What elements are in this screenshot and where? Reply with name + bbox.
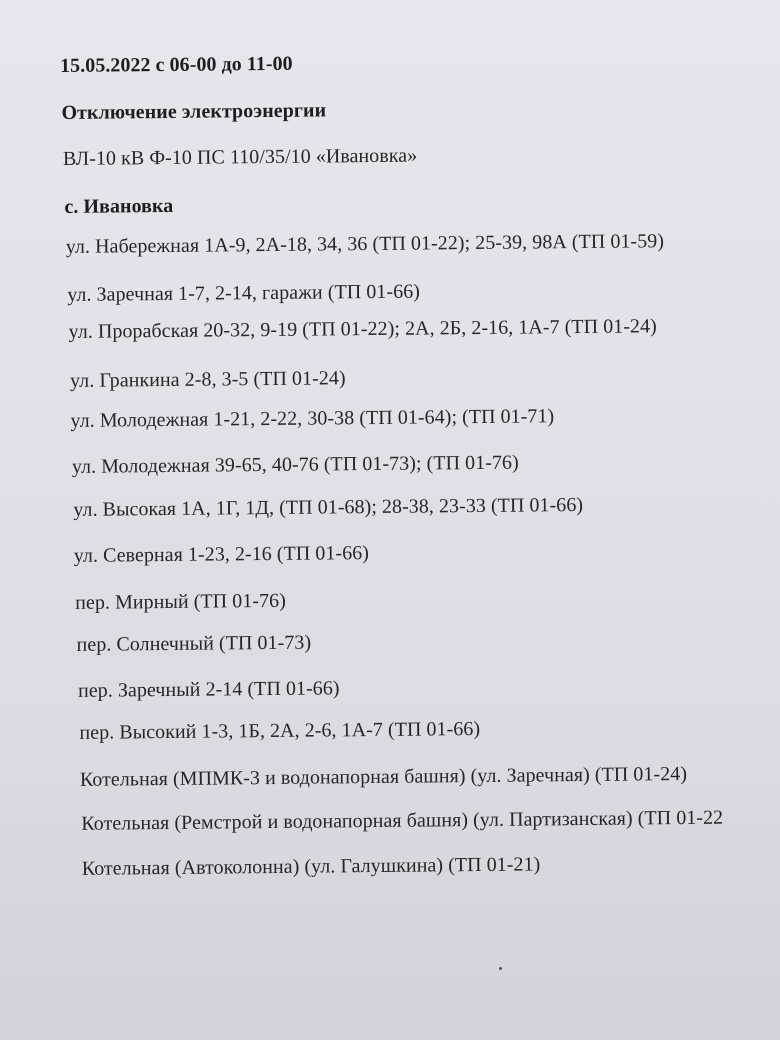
lane-entry: пер. Заречный 2-14 (ТП 01-66) (77, 677, 340, 702)
power-line-info: ВЛ-10 кВ Ф-10 ПС 110/35/10 «Ивановка» (62, 144, 418, 170)
village-name: с. Ивановка (64, 194, 174, 218)
street-entry: ул. Молодежная 1-21, 2-22, 30-38 (ТП 01-64); (ТП 01-71) (70, 405, 555, 432)
boiler-entry: Котельная (МПМК-3 и водонапорная башня) (ул. Заречная) (ТП 01-24) (79, 763, 688, 791)
street-entry: ул. Прорабская 20-32, 9-19 (ТП 01-22); 2А, 2Б, 2-16, 1А-7 (ТП 01-24) (68, 315, 657, 343)
boiler-entry: Котельная (Ремстрой и водонапорная башня) (ул. Партизанская) (ТП 01-22 (81, 806, 724, 835)
lane-entry: пер. Высокий 1-3, 1Б, 2А, 2-6, 1А-7 (ТП 01-66) (79, 717, 481, 744)
street-entry: ул. Заречная 1-7, 2-14, гаражи (ТП 01-66) (67, 280, 421, 306)
lane-entry: пер. Солнечный (ТП 01-73) (76, 631, 312, 656)
boiler-entry: Котельная (Автоколонна) (ул. Галушкина) (ТП 01-21) (81, 853, 541, 880)
street-entry: ул. Высокая 1А, 1Г, 1Д, (ТП 01-68); 28-38, 23-33 (ТП 01-66) (73, 494, 584, 521)
street-entry: ул. Северная 1-23, 2-16 (ТП 01-66) (73, 542, 370, 567)
paper-speck (499, 967, 502, 970)
outage-heading: Отключение электроэнергии (61, 99, 327, 124)
lane-entry: пер. Мирный (ТП 01-76) (75, 589, 286, 614)
street-entry: ул. Молодежная 39-65, 40-76 (ТП 01-73); (ТП 01-76) (71, 451, 519, 478)
street-entry: ул. Гранкина 2-8, 3-5 (ТП 01-24) (69, 367, 346, 392)
street-entry: ул. Набережная 1А-9, 2А-18, 34, 36 (ТП 01-22); 25-39, 98А (ТП 01-59) (65, 230, 665, 258)
date-line: 15.05.2022 с 06-00 до 11-00 (59, 52, 293, 77)
